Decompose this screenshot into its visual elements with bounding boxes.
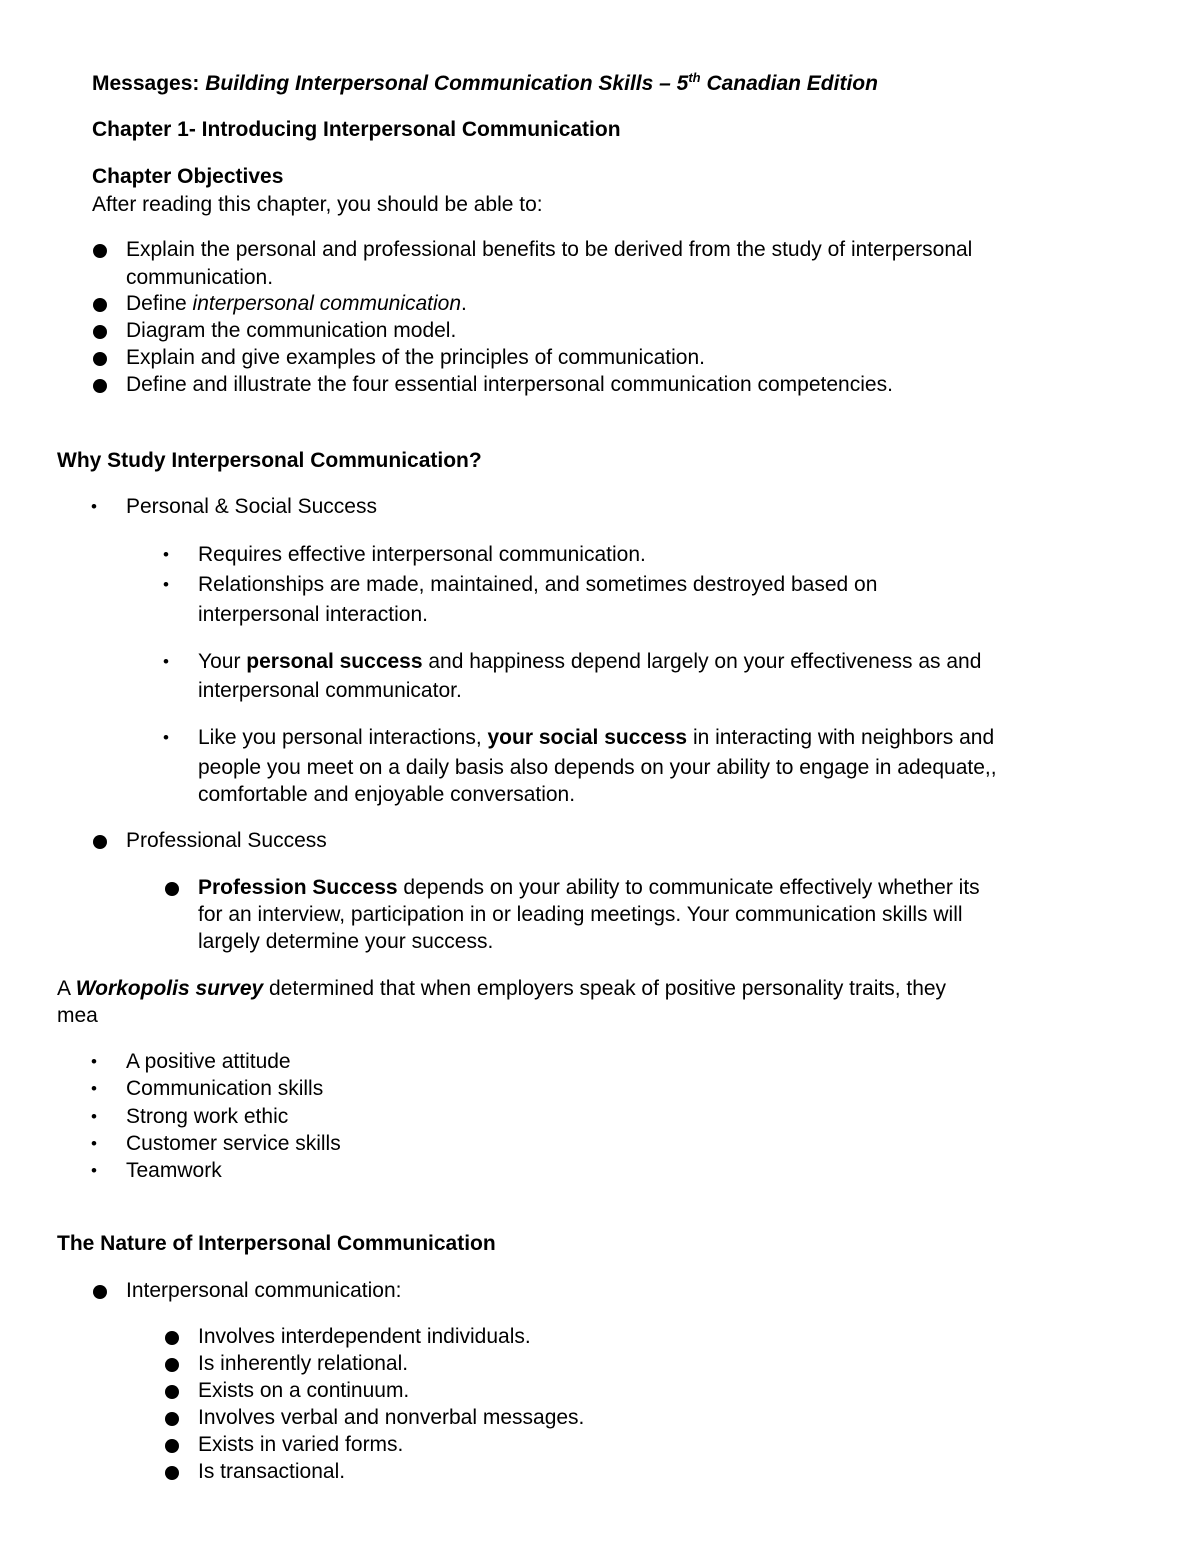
list-item: Your personal success and happiness depend largely on your effectiveness as and bbox=[198, 650, 982, 673]
bullet-icon bbox=[93, 379, 107, 393]
list-item-cont: comfortable and enjoyable conversation. bbox=[198, 783, 576, 806]
list-item: Involves interdependent individuals. bbox=[198, 1325, 531, 1348]
document-title: Messages: Building Interpersonal Communication Skills – 5th Canadian Edition bbox=[92, 70, 878, 95]
list-item: Requires effective interpersonal communication. bbox=[198, 543, 646, 566]
list-item: A positive attitude bbox=[126, 1050, 291, 1073]
list-item: Like you personal interactions, your social success in interacting with neighbors and bbox=[198, 726, 995, 749]
bullet-icon: • bbox=[91, 497, 97, 516]
bullet-icon bbox=[93, 835, 107, 849]
list-item: Relationships are made, maintained, and sometimes destroyed based on bbox=[198, 573, 878, 596]
bullet-icon: • bbox=[91, 1134, 97, 1153]
bullet-icon: • bbox=[163, 575, 169, 594]
objectives-heading: Chapter Objectives bbox=[92, 165, 284, 188]
bullet-icon: • bbox=[163, 652, 169, 671]
list-item: Strong work ethic bbox=[126, 1105, 289, 1128]
bullet-icon: • bbox=[91, 1107, 97, 1126]
list-item: Profession Success depends on your ability to communicate effectively whether its bbox=[198, 876, 980, 899]
why-heading: Why Study Interpersonal Communication? bbox=[57, 449, 482, 472]
list-item: Exists on a continuum. bbox=[198, 1379, 410, 1402]
chapter-title: Chapter 1- Introducing Interpersonal Communication bbox=[92, 118, 621, 141]
list-item: Involves verbal and nonverbal messages. bbox=[198, 1406, 585, 1429]
list-item: Define interpersonal communication. bbox=[126, 292, 467, 315]
list-item: Explain the personal and professional benefits to be derived from the study of interpersonal bbox=[126, 238, 973, 261]
bullet-icon bbox=[165, 1331, 179, 1345]
bullet-icon bbox=[93, 352, 107, 366]
bullet-icon bbox=[165, 1439, 179, 1453]
bullet-icon bbox=[93, 1285, 107, 1299]
bullet-icon: • bbox=[91, 1079, 97, 1098]
nature-heading: The Nature of Interpersonal Communication bbox=[57, 1232, 496, 1255]
objectives-intro: After reading this chapter, you should be able to: bbox=[92, 193, 543, 216]
bullet-icon: • bbox=[163, 545, 169, 564]
bullet-icon: • bbox=[91, 1161, 97, 1180]
bullet-icon bbox=[165, 882, 179, 896]
list-item: Interpersonal communication: bbox=[126, 1279, 402, 1302]
list-item: Customer service skills bbox=[126, 1132, 341, 1155]
bullet-icon bbox=[93, 298, 107, 312]
list-item-cont: interpersonal interaction. bbox=[198, 603, 428, 626]
list-item: Teamwork bbox=[126, 1159, 222, 1182]
list-item-cont: interpersonal communicator. bbox=[198, 679, 462, 702]
list-item: Diagram the communication model. bbox=[126, 319, 457, 342]
bullet-icon bbox=[165, 1466, 179, 1480]
list-item-cont: largely determine your success. bbox=[198, 930, 494, 953]
bullet-icon: • bbox=[91, 1052, 97, 1071]
list-item-cont: for an interview, participation in or leading meetings. Your communication skills will bbox=[198, 903, 963, 926]
survey-paragraph-cont: mea bbox=[57, 1004, 98, 1027]
list-item: Exists in varied forms. bbox=[198, 1433, 404, 1456]
list-item: Professional Success bbox=[126, 829, 327, 852]
list-item: Is transactional. bbox=[198, 1460, 346, 1483]
bullet-icon bbox=[165, 1412, 179, 1426]
list-item: Define and illustrate the four essential interpersonal communication competencies. bbox=[126, 373, 893, 396]
list-item: Personal & Social Success bbox=[126, 495, 377, 518]
bullet-icon bbox=[93, 325, 107, 339]
list-item-cont: communication. bbox=[126, 266, 274, 289]
bullet-icon: • bbox=[163, 728, 169, 747]
bullet-icon bbox=[93, 244, 107, 258]
bullet-icon bbox=[165, 1385, 179, 1399]
list-item: Communication skills bbox=[126, 1077, 324, 1100]
survey-paragraph: A Workopolis survey determined that when employers speak of positive personality traits, they bbox=[57, 977, 947, 1000]
list-item: Is inherently relational. bbox=[198, 1352, 409, 1375]
bullet-icon bbox=[165, 1358, 179, 1372]
list-item-cont: people you meet on a daily basis also depends on your ability to engage in adequate,, bbox=[198, 756, 997, 779]
list-item: Explain and give examples of the principles of communication. bbox=[126, 346, 705, 369]
